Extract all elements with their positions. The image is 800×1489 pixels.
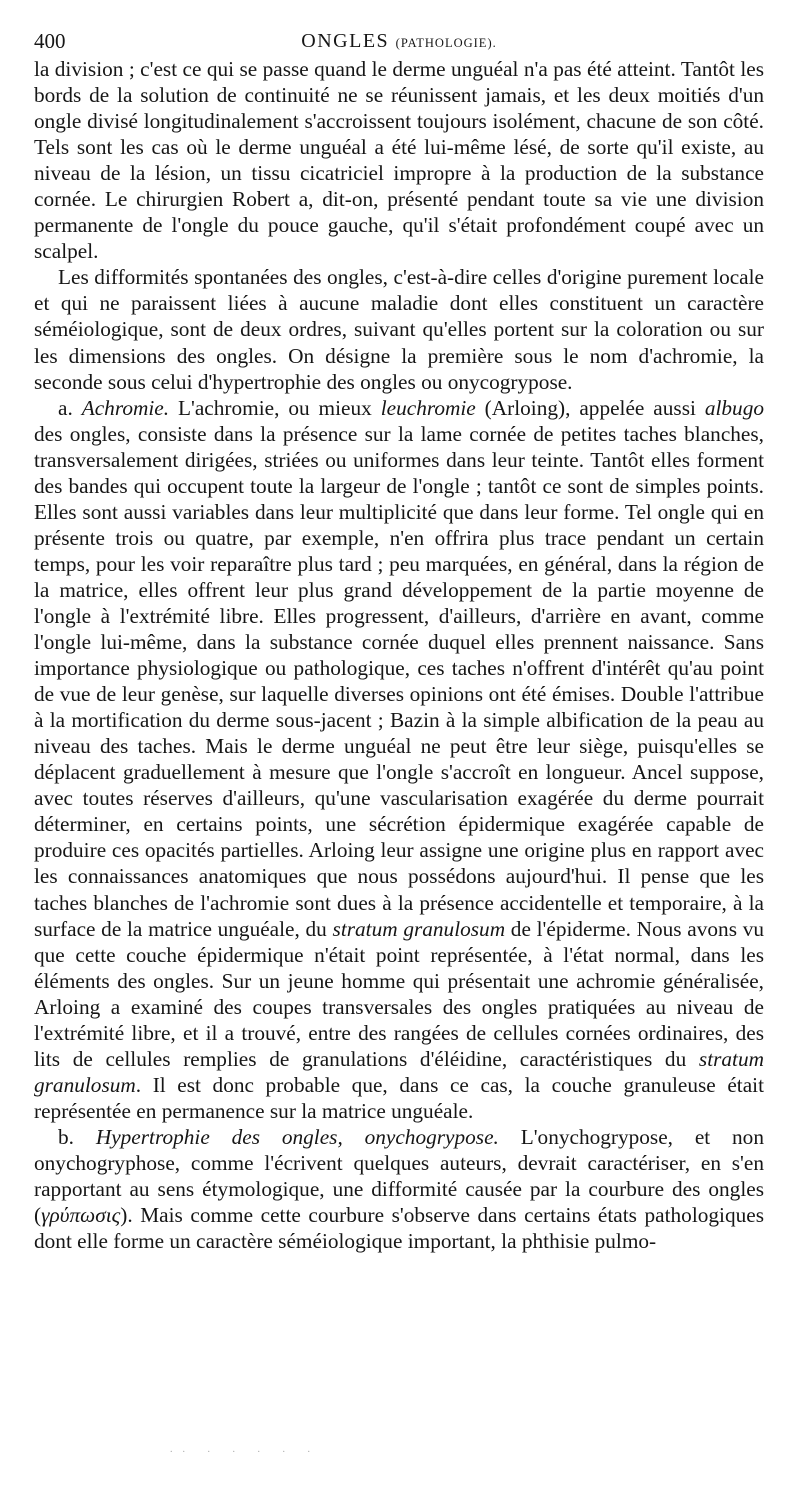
section-label-b: b.	[58, 1124, 74, 1149]
section-title-hypertrophie: Hypertrophie des ongles, onychogrypose.	[95, 1124, 499, 1149]
greek-term: γρύπωσις	[41, 1203, 121, 1228]
page	[34, 22, 764, 1254]
italic-term: leuchromie	[380, 395, 476, 420]
text-run: (Arloing), appelée aussi	[475, 395, 705, 420]
page-header	[34, 22, 764, 56]
running-head-subtitle: (PATHOLOGIE).	[395, 36, 497, 50]
running-head	[34, 28, 764, 56]
text-run: ). Mais comme cette courbure s'observe dans certains états pathologiques dont elle forme un caractère séméiologique important, la phthisie pulmo-	[34, 1203, 764, 1254]
text-run: L'achromie, ou mieux	[169, 395, 381, 420]
text-run: des ongles, consiste dans la présence sur la lame cornée de petites taches blanches, transversalement dirigées, striées ou uniformes dans leur teinte. Tantôt elles forment des bandes qui occupent toute la largeur de l'ongle ; tantôt ce sont de simples points. Elles sont aussi variables dans leur multiplicité que dans leur forme. Tel ongle qui en présente trois ou quatre, par exemple, n'en offrira plus trace pendant un certain temps, pour les voir reparaître plus tard ; peu marquées, en général, dans la région de la matrice, elles offrent leur plus grand développement de la partie moyenne de l'ongle à l'extrémité libre. Elles progressent, d'ailleurs, d'arrière en avant, comme l'ongle lui-même, dans la substance cornée duquel elles prennent naissance. Sans importance physiologique ou pathologique, ces taches n'offrent d'intérêt qu'au point de vue de leur genèse, sur laquelle diverses opinions ont été émises. Double l'attribue à la mortification du derme sous-jacent ; Bazin à la simple albification de la peau au niveau des taches. Mais le derme unguéal ne peut être leur siège, puisqu'elles se déplacent graduellement à mesure que l'ongle s'accroît en longueur. Ancel suppose, avec toutes réserves d'ailleurs, qu'une vascularisation exagérée du derme pourrait déterminer, en certains points, une sécrétion épidermique exagérée capable de produire ces opacités partielles. Arloing leur assigne une origine plus en rapport avec les connaissances anatomiques que nous possédons aujourd'hui. Il pense que les taches blanches de l'achromie sont dues à la présence accidentelle et temporaire, à la surface de la matrice unguéale, du	[34, 421, 764, 941]
italic-term: albugo	[704, 395, 764, 420]
section-label-a: a.	[58, 395, 73, 420]
page-number: 400	[34, 29, 66, 53]
paragraph-achromie	[34, 395, 764, 1124]
paragraph-1: la division ; c'est ce qui se passe quand le derme unguéal n'a pas été atteint. Tantôt les bords de la solution de continuité ne se réunissent jamais, et les deux moitiés d'un ongle divisé longitudinalement s'accroissent toujours isolément, chacune de son côté. Tels sont les cas où le derme unguéal a été lui-même lésé, de sorte qu'il existe, au niveau de la lésion, un tissu cicatriciel impropre à la production de la substance cornée. Le chirurgien Robert a, dit-on, présenté pendant toute sa vie une division permanente de l'ongle du pouce gauche, qu'il s'était profondément coupé avec un scalpel.	[34, 57, 764, 264]
text-run: de l'épiderme. Nous avons vu que cette couche épidermique n'était point représentée, à l'état normal, dans les éléments des ongles. Sur un jeune homme qui présentait une achromie généralisée, Arloing a examiné des coupes transversales des ongles pratiquées au niveau de l'extrémité libre, et il a trouvé, entre des rangées de cellules cornées ordinaires, des lits de cellules remplies de granulations d'éléidine, caractéristiques du	[34, 916, 764, 1071]
text-run: . Il est donc probable que, dans ce cas, la couche granuleuse était représentée en permanence sur la matrice unguéale.	[34, 1072, 764, 1123]
italic-term: stratum granulosum	[34, 1046, 764, 1097]
scan-artifact-dots: .. . . . . .	[170, 1444, 320, 1455]
paragraph-hypertrophie	[34, 1124, 764, 1254]
section-title-achromie: Achromie.	[81, 395, 170, 420]
paragraph-2: Les difformités spontanées des ongles, c'est-à-dire celles d'origine purement locale et qui ne paraissent liées à aucune maladie dont elles constituent un caractère séméiologique, sont de deux ordres, suivant qu'elles portent sur la coloration ou sur les dimensions des ongles. On désigne la première sous le nom d'achromie, la seconde sous celui d'hypertrophie des ongles ou onycogrypose.	[34, 265, 764, 394]
body-text	[34, 56, 764, 1254]
running-head-title: ONGLES	[301, 30, 390, 52]
text-run: L'onychogrypose, et non onychogryphose, comme l'écrivent quelques auteurs, devrait caractériser, en s'en rapportant au sens étymologique, une difformité causée par la courbure des ongles (	[34, 1124, 764, 1228]
italic-term: stratum granulosum	[332, 916, 506, 941]
